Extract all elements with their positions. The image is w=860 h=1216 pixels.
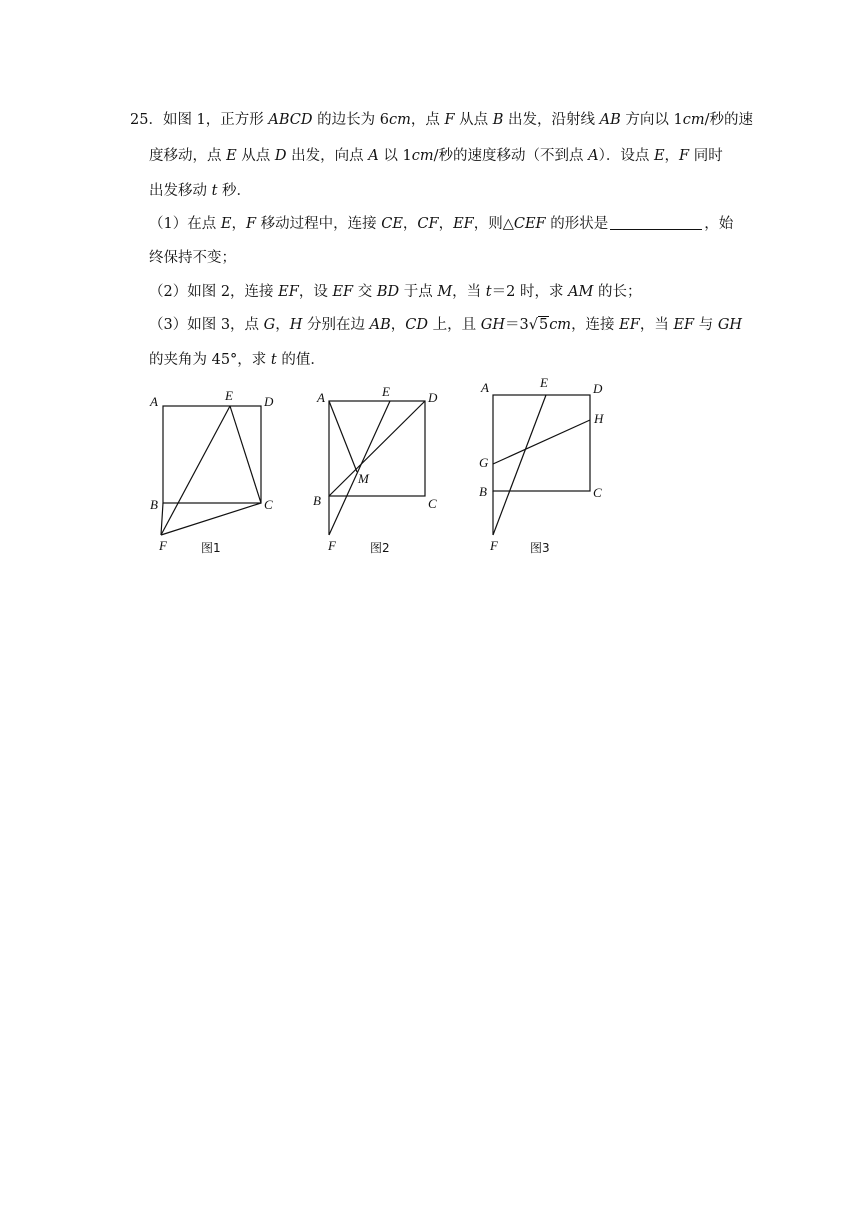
fig2-label-b: B [313,493,321,508]
fig3-label-a: A [481,380,489,395]
fig1-label-d: D [264,394,274,409]
answer-blank[interactable] [610,215,702,230]
fig3-square [493,395,590,491]
part1-line-1: （1）在点 E，F 移动过程中，连接 CE，CF，EF，则△CEF 的形状是 ，始 [149,216,734,232]
fig3-label-f: F [490,538,498,553]
fig2-label-f: F [328,538,336,553]
figures-svg [140,378,620,563]
fig2-label-d: D [428,390,438,405]
fig2-bd [329,401,425,496]
fig3-label-b: B [479,484,487,499]
fig1-caption: 图1 [201,541,221,555]
fig3-label-g: G [479,455,489,470]
fig3-label-e: E [540,378,548,390]
fig3-gh [493,420,590,464]
fig2-caption: 图2 [370,541,390,555]
sqrt-expression: √5 [528,317,549,333]
fig1-label-a: A [150,394,158,409]
figure-3 [479,378,604,555]
fig3-ef [493,395,546,535]
fig1-label-b: B [150,497,158,512]
fig3-label-c: C [593,485,602,500]
fig2-label-a: A [317,390,325,405]
fig1-ec [230,406,261,503]
part3-line-1: （3）如图 3，点 G，H 分别在边 AB，CD 上，且 GH＝3√5cm，连接 EF，当 EF 与 GH [149,317,743,333]
fig1-label-c: C [264,497,273,512]
fig1-bf [161,503,163,535]
part3-line-2: 的夹角为 45°，求 t 的值． [149,352,325,368]
part2-line: （2）如图 2，连接 EF，设 EF 交 BD 于点 M，当 t＝2 时，求 AM 的长； [149,284,642,300]
fig2-ef [329,401,390,535]
problem-25 [0,0,860,380]
part1-line-2: 终保持不变； [149,250,236,266]
figure-2 [313,384,438,555]
intro-line-2: 度移动，点 E 从点 D 出发，向点 A 以 1cm/秒的速度移动（不到点 A）．设点 E，F 同时 [149,148,723,164]
figure-1 [149,388,274,555]
fig3-label-d: D [593,381,603,396]
fig2-label-c: C [428,496,437,511]
intro-line-3: 出发移动 t 秒． [149,183,252,199]
fig2-label-m: M [358,471,369,486]
fig1-label-f: F [159,538,167,553]
fig2-am [329,401,357,472]
fig3-label-h: H [594,411,604,426]
fig1-label-e: E [225,388,233,403]
fig2-label-e: E [382,384,390,399]
fig3-caption: 图3 [530,541,550,555]
fig1-square [163,406,261,503]
figures [140,378,620,563]
intro-line-1: 25．如图 1，正方形 ABCD 的边长为 6cm，点 F 从点 B 出发，沿射线 AB 方向以 1cm/秒的速 [130,112,753,128]
